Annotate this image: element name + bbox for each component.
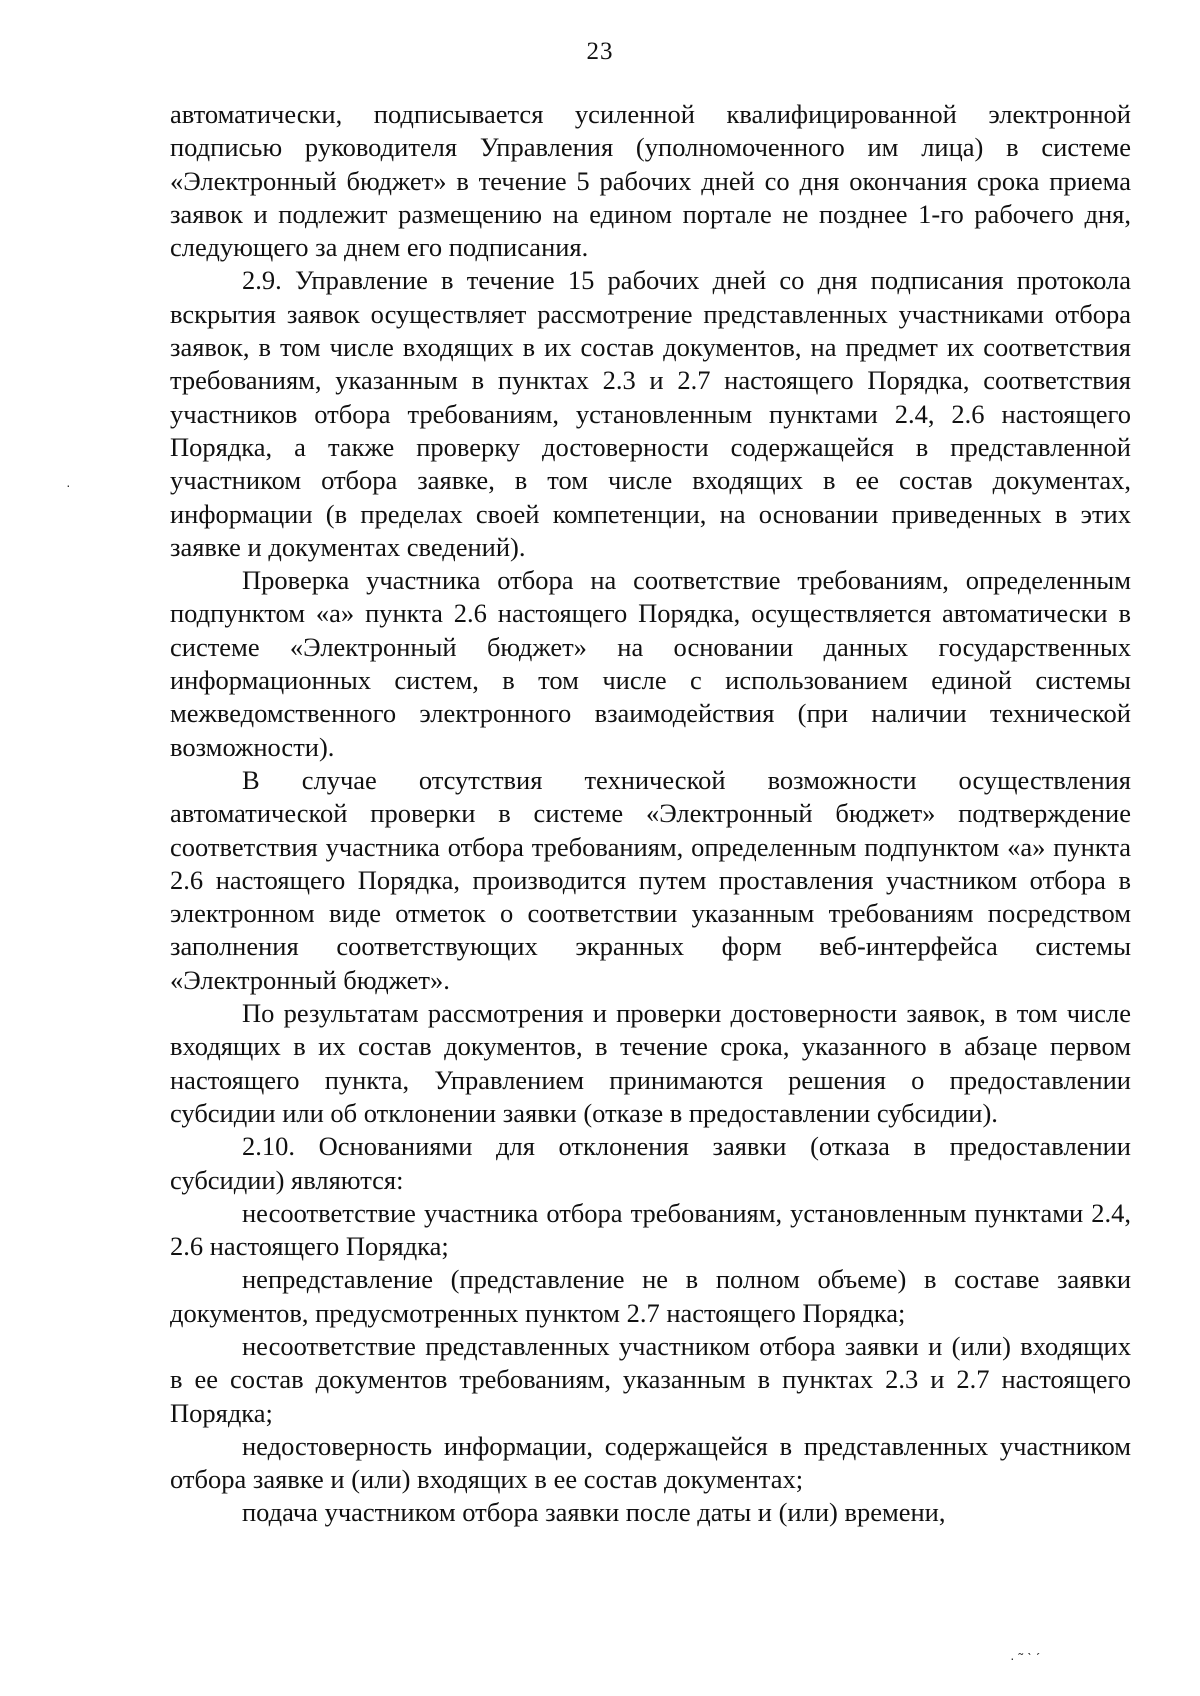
paragraph-no-technical-possibility: В случае отсутствия технической возможности осуществления автоматической проверки в системе «Электронный бюджет» подтверждение соответствия участника отбора требованиям, определенным подпунктом «а» пункта 2.6 настоящего Порядка, производится путем проставления участником отбора в электронном виде отметок о соответствии указанным требованиям посредством заполнения соответствующих экранных форм веб-интерфейса системы «Электронный бюджет». bbox=[170, 764, 1131, 995]
list-item-unreliable-information: недостоверность информации, содержащейся в представленных участником отбора заявке и (или) входящих в ее состав документах; bbox=[170, 1430, 1131, 1495]
scan-speck: · bbox=[66, 477, 71, 493]
scan-speck: · ˜ ˋ ˊ bbox=[1010, 1650, 1041, 1666]
list-item-late-submission: подача участником отбора заявки после даты и (или) времени, bbox=[242, 1497, 946, 1528]
paragraph-continuation: автоматически, подписывается усиленной квалифицированной электронной подписью руководителя Управления (уполномоченного им лица) в системе «Электронный бюджет» в течение 5 рабочих дней со дня окончания срока приема заявок и подлежит размещению на едином портале не позднее 1-го рабочего дня, следующего за днем его подписания. bbox=[170, 99, 1131, 263]
paragraph-2-9: 2.9. Управление в течение 15 рабочих дней со дня подписания протокола вскрытия заявок осуществляет рассмотрение представленных участниками отбора заявок, в том числе входящих в их состав документов, на предмет их соответствия требованиям, указанным в пунктах 2.3 и 2.7 настоящего Порядка, соответствия участников отбора требованиям, установленным пунктами 2.4, 2.6 настоящего Порядка, а также проверку достоверности содержащейся в представленной участником отбора заявке, в том числе входящих в ее состав документах, информации (в пределах своей компетенции, на основании приведенных в этих заявке и документах сведений). bbox=[170, 265, 1131, 562]
list-item-noncompliance-participant: несоответствие участника отбора требованиям, установленным пунктами 2.4, 2.6 настоящего Порядка; bbox=[170, 1197, 1131, 1262]
paragraph-check-subpoint-a: Проверка участника отбора на соответствие требованиям, определенным подпунктом «а» пункта 2.6 настоящего Порядка, осуществляется автоматически в системе «Электронный бюджет» на основании данных государственных информационных систем, в том числе с использованием единой системы межведомственного электронного взаимодействия (при наличии технической возможности). bbox=[170, 565, 1131, 762]
paragraph-review-results: По результатам рассмотрения и проверки достоверности заявок, в том числе входящих в их состав документов, в течение срока, указанного в абзаце первом настоящего пункта, Управлением принимаются решения о предоставлении субсидии или об отклонении заявки (отказе в предоставлении субсидии). bbox=[170, 998, 1131, 1128]
document-body bbox=[170, 98, 1131, 1530]
paragraph-2-10: 2.10. Основаниями для отклонения заявки (отказа в предоставлении субсидии) являются: bbox=[170, 1131, 1131, 1195]
list-item-missing-documents: непредставление (представление не в полном объеме) в составе заявки документов, предусмотренных пунктом 2.7 настоящего Порядка; bbox=[170, 1264, 1131, 1328]
list-item-noncompliance-application: несоответствие представленных участником отбора заявки и (или) входящих в ее состав документов требованиям, указанным в пунктах 2.3 и 2.7 настоящего Порядка; bbox=[170, 1330, 1131, 1428]
page-number: 23 bbox=[586, 38, 614, 65]
